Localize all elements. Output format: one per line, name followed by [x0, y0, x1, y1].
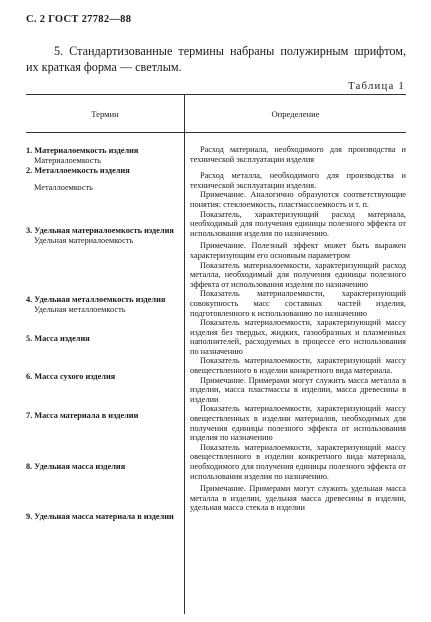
definition-9-note: Примечание. Примерами могут служить удельная масса металла в изделии, удельная масса древесины в изделии, удельная масса стекла в изделии: [190, 484, 406, 513]
term-row-1: [26, 146, 184, 165]
term-row-3: [26, 226, 184, 245]
term-main: 9. Удельная масса материала в изделии: [26, 512, 174, 521]
definition-2: Расход металла, необходимого для производства и технической эксплуатации изделия.: [190, 171, 406, 190]
term-row-6: [26, 372, 184, 382]
term-main: 7. Масса материала в изделии: [26, 411, 139, 420]
definition-6: Показатель материалоемкости, характеризующий массу изделия без твердых, жидких, газообразных и плазменных наполнителей, расходуемых в процессе его использования по назначению: [190, 318, 406, 356]
definition-1: Расход материала, необходимого для производства и технической эксплуатации изделия: [190, 145, 406, 164]
definition-3-note: Примечание. Полезный эффект может быть выражен характеризующим его основным параметром: [190, 241, 406, 260]
term-main: 5. Масса изделия: [26, 334, 90, 343]
term-row-9: [26, 512, 184, 522]
definition-9: Показатель материалоемкости, характеризующий массу овеществленного в изделии конкретного вида материала, необходимого для получения единицы полезного эффекта от использования изделия по назначению.: [190, 442, 406, 481]
intro-paragraph: 5. Стандартизованные термины набраны полужирным шрифтом, их краткая форма — светлым.: [26, 44, 406, 74]
term-row-5: [26, 334, 184, 344]
page-header: С. 2 ГОСТ 27782—88: [26, 14, 132, 25]
term-row-7: [26, 411, 184, 421]
table-column-divider: [184, 94, 185, 614]
table-header-rule: [26, 132, 406, 133]
term-main: 2. Металлоемкость изделия: [26, 166, 130, 175]
term-main: 1. Материалоемкость изделия: [26, 146, 139, 155]
term-main: 8. Удельная масса изделия: [26, 462, 126, 471]
term-row-4: [26, 295, 184, 314]
definition-2-note: Примечание. Аналогично образуются соответствующие понятия: стеклоемкость, пластмассоемкость и т. п.: [190, 190, 406, 209]
definition-5: Показатель материалоемкости, характеризующий совокупность масс составных частей изделия, подготовленного к использованию по назначению: [190, 289, 406, 318]
definition-block: [190, 145, 406, 513]
term-short: Металлоемкость: [34, 182, 93, 192]
column-header-term: Термин: [91, 108, 119, 119]
column-header-definition: Определение: [271, 108, 320, 119]
term-main: 4. Удельная металлоемкость изделия: [26, 295, 166, 304]
definition-7-note: Примечание. Примерами могут служить масса металла в изделии, масса пластмассы в изделии, масса древесины в изделии: [190, 375, 406, 404]
term-row-8: [26, 462, 184, 472]
term-short: Удельная материалоемкость: [34, 235, 134, 245]
term-row-2: [26, 166, 184, 192]
term-short: Удельная металлоемкость: [34, 304, 126, 314]
term-main: 6. Масса сухого изделия: [26, 372, 116, 381]
definition-3: Показатель, характеризующий расход материала, необходимый для получения единицы полезного эффекта от использования изделия по назначению.: [190, 209, 406, 238]
definition-7: Показатель материалоемкости, характеризующий массу овеществленного в изделии конкретного вида материала.: [190, 356, 406, 376]
definition-4: Показатель материалоемкости, характеризующий расход металла, необходимый для получения единицы полезного эффекта от использования изделия по назначению: [190, 260, 406, 289]
definition-8: Показатель материалоемкости, характеризующий массу овеществленных в изделии материалов, необходимых для получения единицы полезного эффекта от использования изделия по назначению: [190, 404, 406, 443]
term-short: Материалоемкость: [34, 155, 101, 165]
table-caption: Таблица 1: [348, 80, 405, 92]
term-main: 3. Удельная материалоемкость изделия: [26, 226, 174, 235]
